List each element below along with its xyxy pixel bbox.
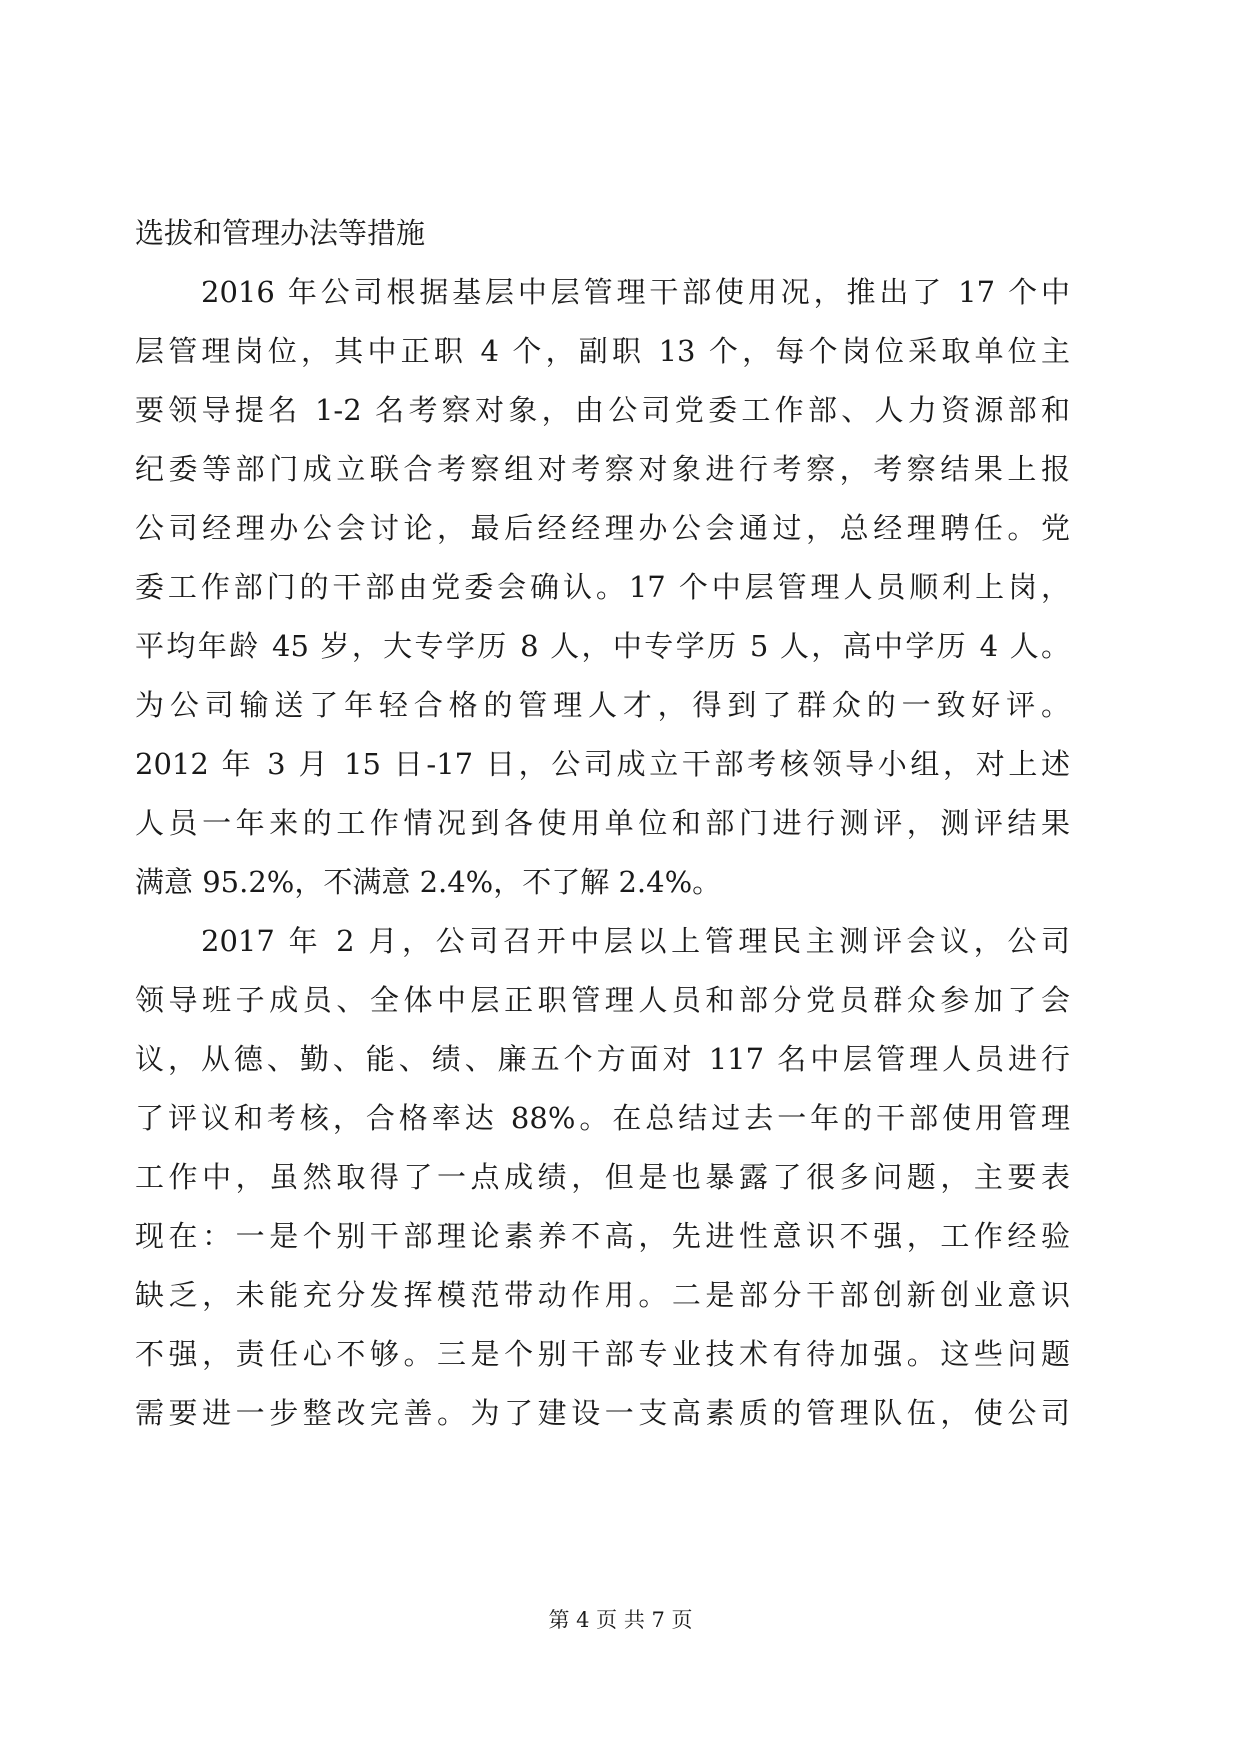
text-line: 缺乏，未能充分发挥模范带动作用。二是部分干部创新创业意识 — [135, 1278, 1070, 1312]
text-line: 领导班子成员、全体中层正职管理人员和部分党员群众参加了会 — [135, 983, 1070, 1017]
text-line: 议，从德、勤、能、绩、廉五个方面对 117 名中层管理人员进行 — [135, 1042, 1070, 1076]
page-number-footer: 第 4 页 共 7 页 — [548, 1608, 693, 1632]
text-line: 现在：一是个别干部理论素养不高，先进性意识不强，工作经验 — [135, 1219, 1070, 1253]
text-line: 2016 年公司根据基层中层管理干部使用况，推出了 17 个中 — [201, 275, 1070, 309]
text-line: 不强，责任心不够。三是个别干部专业技术有待加强。这些问题 — [135, 1337, 1070, 1371]
text-line: 2017 年 2 月，公司召开中层以上管理民主测评会议，公司 — [201, 924, 1070, 958]
text-line: 委工作部门的干部由党委会确认。17 个中层管理人员顺利上岗， — [135, 570, 1070, 604]
text-line: 平均年龄 45 岁，大专学历 8 人，中专学历 5 人，高中学历 4 人。 — [135, 629, 1070, 663]
text-line: 要领导提名 1-2 名考察对象，由公司党委工作部、人力资源部和 — [135, 393, 1070, 427]
text-line: 需要进一步整改完善。为了建设一支高素质的管理队伍，使公司 — [135, 1396, 1070, 1430]
text-line: 了评议和考核，合格率达 88%。在总结过去一年的干部使用管理 — [135, 1101, 1070, 1135]
text-line: 公司经理办公会讨论，最后经经理办公会通过，总经理聘任。党 — [135, 511, 1070, 545]
text-line: 2012 年 3 月 15 日-17 日，公司成立干部考核领导小组，对上述 — [135, 747, 1070, 781]
text-line: 人员一年来的工作情况到各使用单位和部门进行测评，测评结果 — [135, 806, 1070, 840]
text-line: 工作中，虽然取得了一点成绩，但是也暴露了很多问题，主要表 — [135, 1160, 1070, 1194]
text-line: 为公司输送了年轻合格的管理人才，得到了群众的一致好评。 — [135, 688, 1070, 722]
text-line: 选拔和管理办法等措施 — [135, 216, 426, 250]
text-line: 层管理岗位，其中正职 4 个，副职 13 个，每个岗位采取单位主 — [135, 334, 1070, 368]
text-line: 满意 95.2%，不满意 2.4%，不了解 2.4%。 — [135, 865, 722, 899]
text-line: 纪委等部门成立联合考察组对考察对象进行考察，考察结果上报 — [135, 452, 1070, 486]
